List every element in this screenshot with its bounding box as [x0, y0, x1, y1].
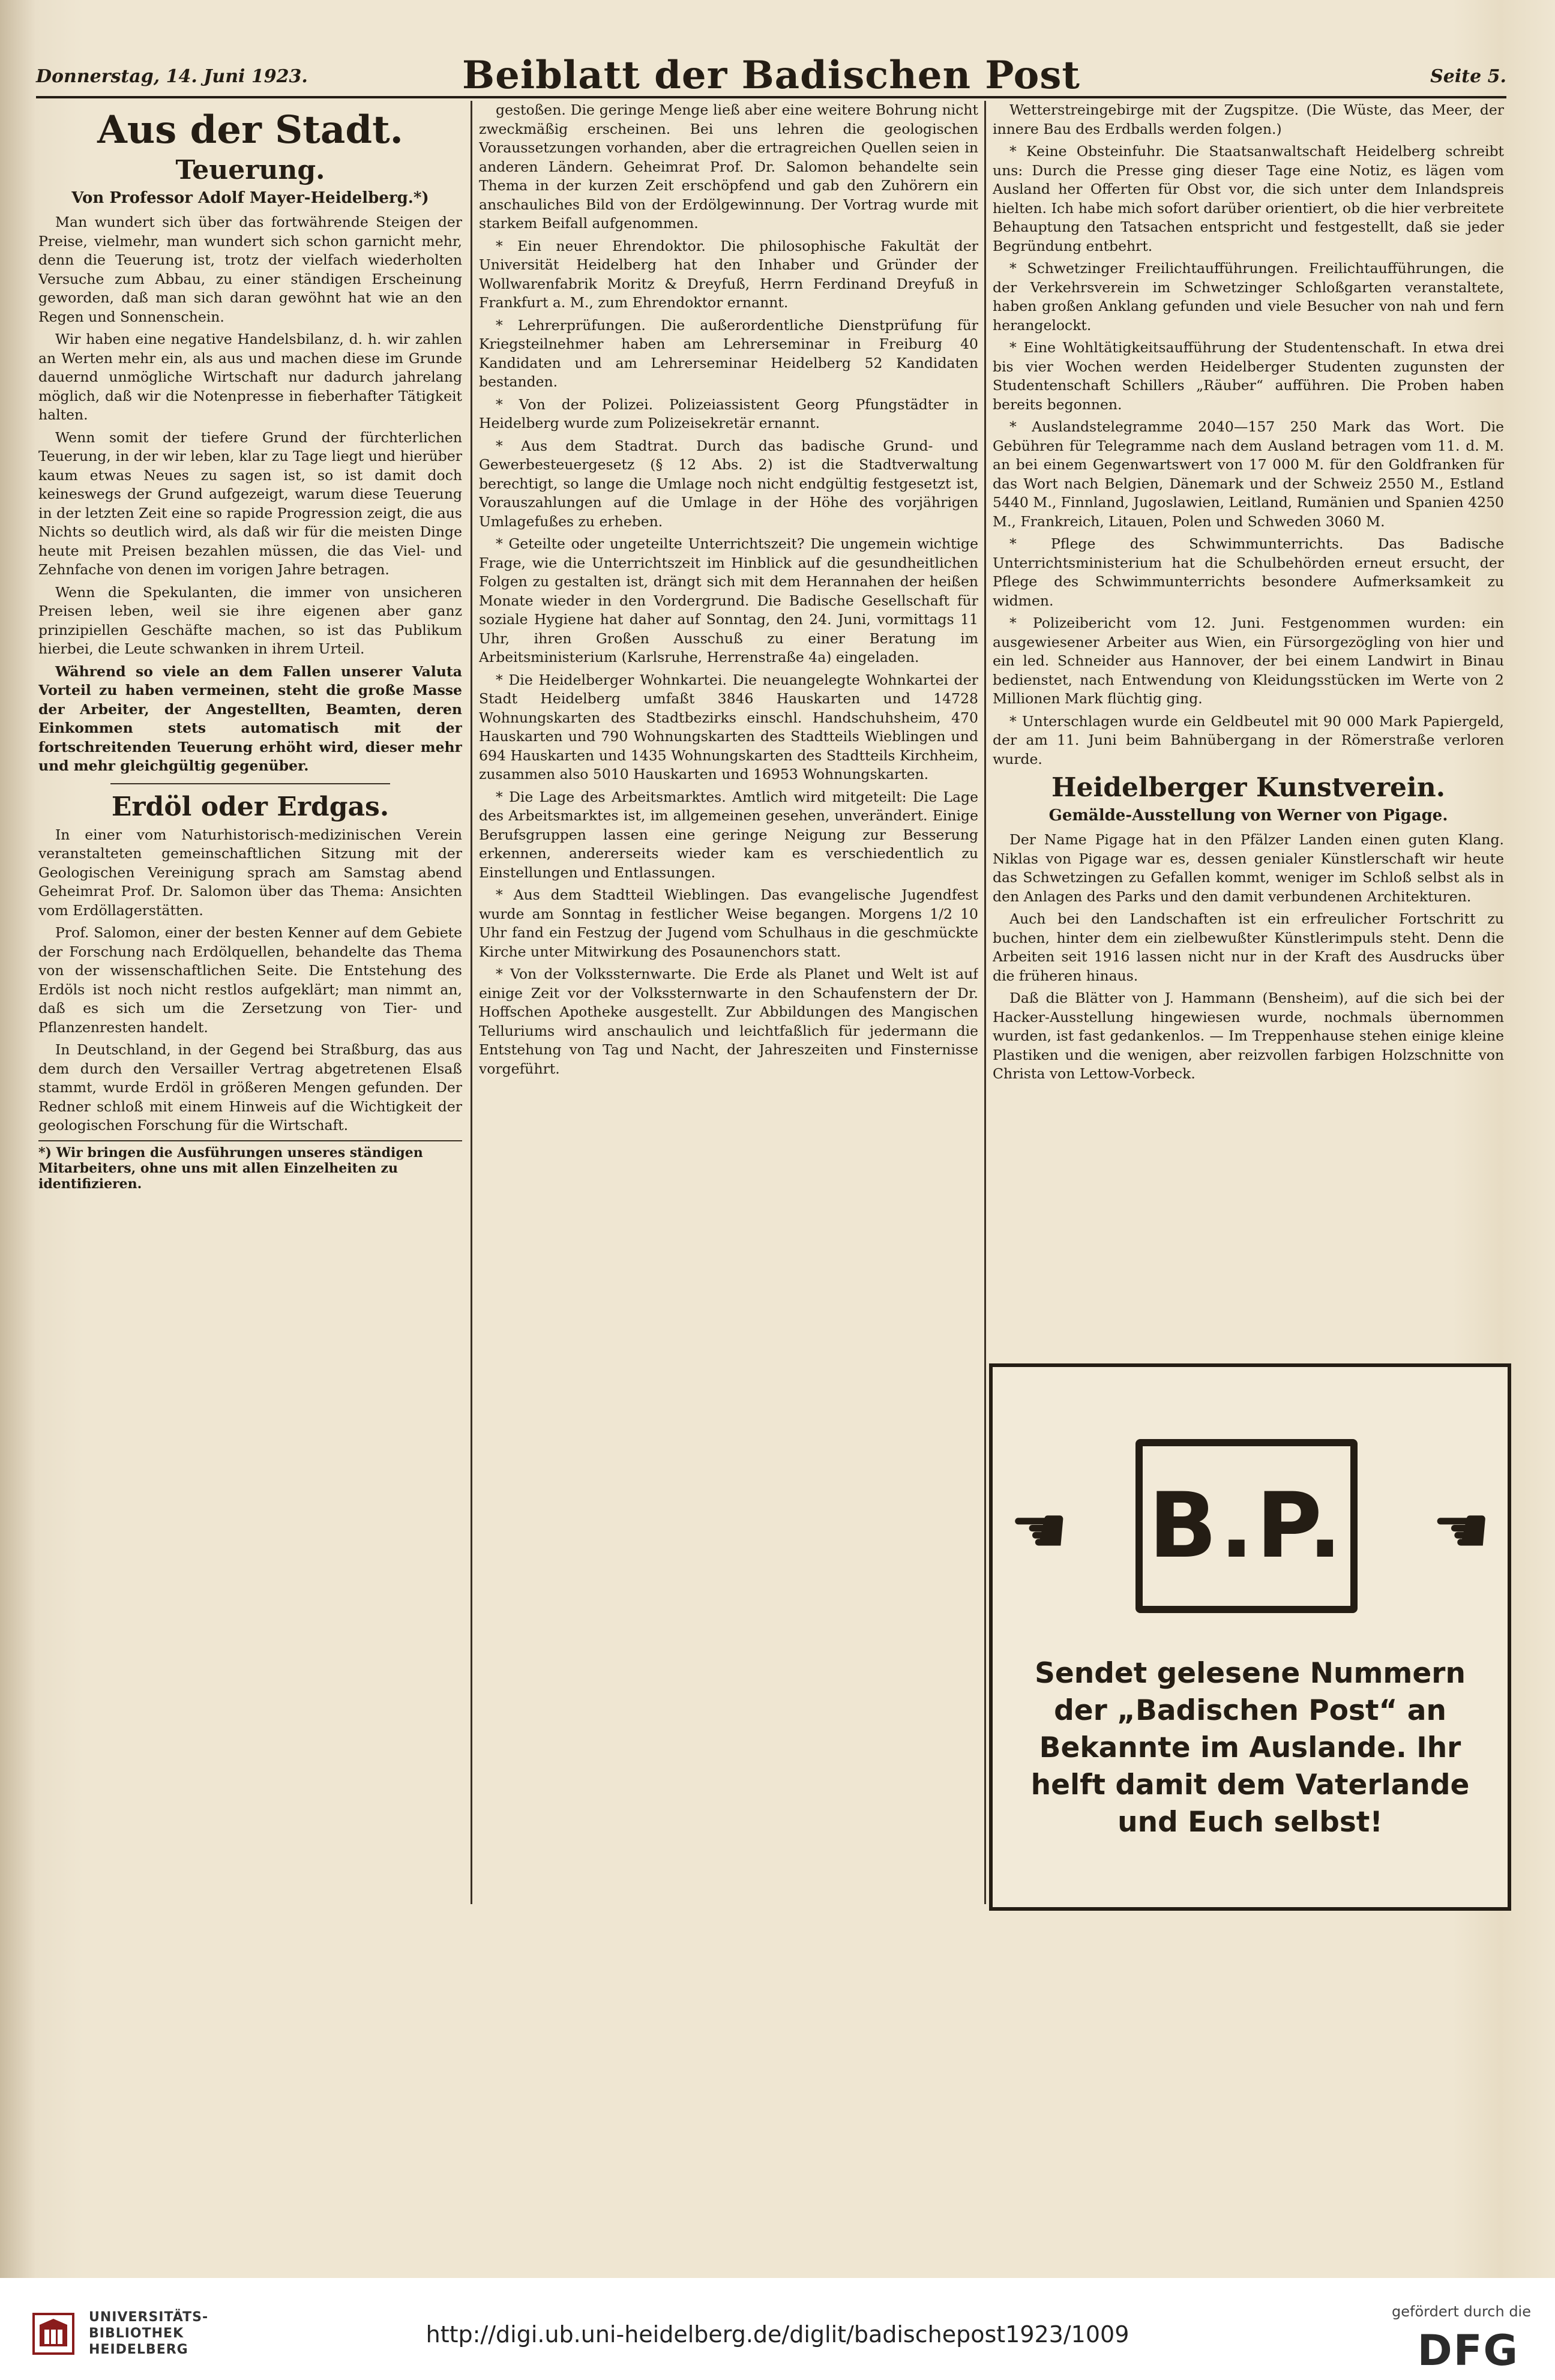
- news-item: * Lehrerprüfungen. Die außerordentliche Dienstprüfung für Kriegsteilnehmer haben am Lehrerseminar in Freiburg 40 Kandidaten und am Lehrerseminar Heidelberg 52 Kandidaten bestanden.: [479, 316, 978, 390]
- institution-line: HEIDELBERG: [89, 2342, 188, 2357]
- news-item: * Unterschlagen wurde ein Geldbeutel mit 90 000 Mark Papiergeld, der am 11. Juni beim Bahnübergang in der Römerstraße verloren wurde.: [993, 712, 1504, 768]
- article-title-kunstverein: Heidelberger Kunstverein.: [1051, 772, 1446, 803]
- article-paragraph: Daß die Blätter von J. Hammann (Bensheim), auf die sich bei der Hacker-Ausstellung hingewiesen wurde, nochmals übernommen wurden, ist fast gedankenlos. — Im Treppenhause stehen einige kleine Plastiken und die wenigen, aber reizvollen farbigen Holzschnitte von Christa von Lettow-Vorbeck.: [993, 990, 1504, 1082]
- news-item: * Die Heidelberger Wohnkartei. Die neuangelegte Wohnkartei der Stadt Heidelberg umfaßt 3846 Hauskarten und 14728 Wohnungskarten des Stadtbezirks einschl. Handschuhsheim, 470 Hauskarten und 790 Wohnungskarten des Stadtteils Wieblingen und 694 Hauskarten und 1435 Wohnungskarten des Stadtteils Kirchheim, zusammen also 5010 Hauskarten und 16953 Wohnungskarten.: [479, 671, 978, 783]
- news-item: * Polizeibericht vom 12. Juni. Festgenommen wurden: ein ausgewiesener Arbeiter aus Wien, ein Fürsorgezögling von hier und ein led. Schneider aus Hannover, der bei einem Landwirt in Binau bedienstet, nach Entwendung von Kleidungsstücken im Werte von 2 Millionen Mark flüchtig ging.: [993, 615, 1504, 707]
- news-item: Wetterstreingebirge mit der Zugspitze. (Die Wüste, das Meer, der innere Bau des Erdballs werden folgen.): [993, 101, 1504, 137]
- newspaper-title: Beiblatt der Badischen Post: [462, 53, 1080, 98]
- article-title-teuerung: Teuerung.: [175, 155, 325, 186]
- article-paragraph: Wenn die Spekulanten, die immer von unsicheren Preisen leben, weil sie ihre eigenen aber ganz prinzipiellen Geschäfte machen, so ist das Publikum hierbei, die Leute schwanken in ihrem Urteil.: [38, 583, 462, 658]
- digitization-footer: [0, 2278, 1555, 2380]
- article-subtitle: Gemälde-Ausstellung von Werner von Pigage.: [1048, 807, 1448, 825]
- institution-line: BIBLIOTHEK: [89, 2326, 184, 2341]
- article-paragraph: Wenn somit der tiefere Grund der fürchterlichen Teuerung, in der wir leben, klar zu Tage liegt und hierüber kaum etwas Neues zu sagen ist, so ist damit doch keineswegs der Grund aufgezeigt, warum diese Teuerung in der letzten Zeit eine so rapide Progression zeigt, die aus Nichts so deutlich wird, als daß wir für die meisten Dinge heute mit Preisen bezahlen müssen, die das Viel- und Zehnfache von denen im vorigen Jahre betragen.: [38, 428, 462, 578]
- news-item: * Von der Polizei. Polizeiassistent Georg Pfungstädter in Heidelberg wurde zum Polizeisekretär ernannt.: [479, 395, 978, 431]
- article-paragraph: Der Name Pigage hat in den Pfälzer Landen einen guten Klang. Niklas von Pigage war es, dessen genialer Künstlerschaft wir heute das Schwetzingen zu Gefallen kommt, weniger im Schloß selbst als in den Anlagen des Parks und den damit verbundenen Architekturen.: [993, 831, 1504, 905]
- article-paragraph: In einer vom Naturhistorisch-medizinischen Verein veranstalteten gemeinschaftlichen Sitzung mit der Geologischen Vereinigung sprach am Samstag abend Geheimrat Prof. Dr. Salomon über das Thema: Ansichten vom Erdöllagerstätten.: [38, 826, 462, 919]
- news-item: * Von der Volkssternwarte. Die Erde als Planet und Welt ist auf einige Zeit vor der Volkssternwarte in den Schaufenstern der Dr. Hoffschen Apotheke ausgestellt. Zur Abbildungen des Mangischen Telluriums wird anschaulich und leichtfaßlich für jedermann die Entstehung von Tag und Nacht, der Jahreszeiten und Finsternisse vorgeführt.: [479, 966, 978, 1077]
- institution-line: UNIVERSITÄTS-: [89, 2310, 209, 2325]
- news-item: * Pflege des Schwimmunterrichts. Das Badische Unterrichtsministerium hat die Schulbehörden erneut ersucht, der Pflege des Schwimmunterrichts besondere Aufmerksamkeit zu widmen.: [993, 535, 1504, 609]
- news-item: * Schwetzinger Freilichtaufführungen. Freilichtaufführungen, die der Verkehrsverein im Schwetzinger Schloßgarten veranstaltete, haben großen Anklang gefunden und viele Besucher von nah und fern herangelockt.: [993, 260, 1504, 334]
- news-item: * Ein neuer Ehrendoktor. Die philosophische Fakultät der Universität Heidelberg hat den Inhaber und Gründer der Wollwarenfabrik Moritz & Dreyfuß, Herrn Ferdinand Dreyfuß in Frankfurt a. M., zum Ehrendoktor ernannt.: [479, 237, 978, 311]
- ad-text: Sendet gelesene Nummern der „Badischen Post“ an Bekannte im Auslande. Ihr helft damit dem Vaterlande und Euch selbst!: [1030, 1657, 1470, 1839]
- pointing-hand-icon: ☛: [1009, 1492, 1069, 1569]
- section-title: Aus der Stadt.: [97, 107, 403, 152]
- pointing-hand-icon: ☚: [1431, 1492, 1491, 1569]
- article-paragraph: Während so viele an dem Fallen unserer Valuta Vorteil zu haben vermeinen, steht die große Masse der Arbeiter, der Angestellten, Beamten, deren Einkommen stets automatisch mit der fortschreitenden Teuerung erhöht wird, dieser mehr und mehr gleichgültig gegenüber.: [38, 663, 462, 775]
- article-paragraph: Wir haben eine negative Handelsbilanz, d. h. wir zahlen an Werten mehr ein, als aus und machen diese im Grunde dauernd unmögliche Wirtschaft nur dadurch jahrelang möglich, daß wir die Notenpresse in fieberhafter Tätigkeit halten.: [38, 331, 462, 424]
- dfg-logo: DFG: [1417, 2326, 1519, 2375]
- permalink[interactable]: http://digi.ub.uni-heidelberg.de/diglit/badischepost1923/1009: [426, 2321, 1129, 2348]
- article-paragraph: Auch bei den Landschaften ist ein erfreulicher Fortschritt zu buchen, hinter dem ein zielbewußter Künstlerimpuls steht. Denn die Arbeiten seit 1916 lassen nicht nur in der Kraft des Ausdrucks über die früheren hinaus.: [993, 910, 1504, 984]
- right-column: [993, 101, 1504, 1355]
- news-item: * Die Lage des Arbeitsmarktes. Amtlich wird mitgeteilt: Die Lage des Arbeitsmarktes ist, im allgemeinen gesehen, unverändert. Einige Berufsgruppen lassen eine geringe Neigung zur Besserung erkennen, andererseits wieder kam es verschiedentlich zu Einstellungen und Entlassungen.: [479, 788, 978, 881]
- page-number: Seite 5.: [1430, 66, 1506, 87]
- advertisement: [989, 1363, 1511, 1911]
- article-paragraph: Man wundert sich über das fortwährende Steigen der Preise, vielmehr, man wundert sich schon garnicht mehr, denn die Teuerung ist, trotz der vielfach wiederholten Versuche zum Abbau, zu einer ständigen Erscheinung geworden, daß man sich daran gewöhnt hat wie an den Regen und Sonnenschein.: [38, 214, 462, 325]
- news-item: * Aus dem Stadtteil Wieblingen. Das evangelische Jugendfest wurde am Sonntag in festlicher Weise begangen. Morgens 1/2 10 Uhr fand ein Festzug der Jugend vom Schulhaus in die geschmückte Kirche unter Mitwirkung des Posaunenchors statt.: [479, 886, 978, 960]
- news-item: * Auslandstelegramme 2040—157 250 Mark das Wort. Die Gebühren für Telegramme nach dem Ausland betragen vom 11. d. M. an bei einem Gegenwartswert von 17 000 M. für den Goldfranken für das Wort nach Belgien, Dänemark und der Schweiz 2550 M., Estland 5440 M., Finnland, Jugoslawien, Leitland, Rumänien und Spanien 4250 M., Frankreich, Litauen, Polen und Schweden 3060 M.: [993, 418, 1504, 530]
- article-paragraph: In Deutschland, in der Gegend bei Straßburg, das aus dem durch den Versailler Vertrag abgetretenen Elsaß stammt, wurde Erdöl in größeren Mengen gefunden. Der Redner schloß mit einem Hinweis auf die Wichtigkeit der geologischen Forschung für die Wirtschaft.: [38, 1041, 462, 1134]
- divider: [110, 783, 390, 784]
- news-item: gestoßen. Die geringe Menge ließ aber eine weitere Bohrung nicht zweckmäßig erscheinen. Bei uns lehren die geologischen Voraussetzungen vorhanden, aber die ertragreichen Quellen seien in anderen Ländern. Geheimrat Prof. Dr. Salomon behandelte sein Thema in der kurzen Zeit erschöpfend und gab den Zuhörern ein anschauliches Bild von der Erdölgewinnung. Der Vortrag wurde mit starkem Beifall aufgenommen.: [479, 101, 978, 232]
- article-paragraph: Prof. Salomon, einer der besten Kenner auf dem Gebiete der Forschung nach Erdölquellen, behandelte das Thema von der wissenschaftlichen Seite. Die Entstehung des Erdöls ist noch nicht restlos aufgeklärt; man nimmt an, daß es sich um die Zersetzung von Tier- und Pflanzenresten handelt.: [38, 924, 462, 1036]
- news-item: * Aus dem Stadtrat. Durch das badische Grund- und Gewerbesteuergesetz (§ 12 Abs. 2) ist die Stadtverwaltung berechtigt, so lange die Umlage noch nicht endgültig festgesetzt ist, Vorauszahlungen auf die Umlage in der Höhe des vorjährigen Umlagefußes zu erheben.: [479, 437, 978, 530]
- funded-by-label: gefördert durch die: [1392, 2303, 1531, 2320]
- issue-date: Donnerstag, 14. Juni 1923.: [36, 66, 308, 87]
- header-rule: [36, 96, 1506, 98]
- page-header: [36, 53, 1506, 98]
- news-item: * Geteilte oder ungeteilte Unterrichtszeit? Die ungemein wichtige Frage, wie die Unterrichtszeit im Hinblick auf die gesundheitlichen Folgen zu gestalten ist, drängt sich mit dem Herannahen der heißen Monate wieder in den Vordergrund. Die Badische Gesellschaft für soziale Hygiene hat daher auf Sonntag, den 24. Juni, vormittags 11 Uhr, ihren Großen Ausschuß zu einer Beratung im Arbeitsministerium (Karlsruhe, Herrenstraße 4a) eingeladen.: [479, 535, 978, 666]
- column-rule: [471, 101, 472, 1904]
- footnote: *) Wir bringen die Ausführungen unseres ständigen Mitarbeiters, ohne uns mit allen Einzelheiten zu identifizieren.: [38, 1140, 462, 1192]
- left-column: [38, 101, 462, 1904]
- column-rule: [984, 101, 986, 1904]
- news-item: * Eine Wohltätigkeitsaufführung der Studentenschaft. In etwa drei bis vier Wochen werden Heidelberger Studenten zugunsten der Studentenschaft Schillers „Räuber“ aufführen. Die Proben haben bereits begonnen.: [993, 339, 1504, 413]
- middle-column: [479, 101, 978, 1904]
- ad-logo-box: B.P.: [1135, 1439, 1358, 1613]
- news-item: * Keine Obsteinfuhr. Die Staatsanwaltschaft Heidelberg schreibt uns: Durch die Presse ging dieser Tage eine Notiz, es lägen vom Ausland her Offerten für Obst vor, die sich unter dem Inlandspreis hielten. Ich habe mich sofort darüber orientiert, ob die hier verbreitete Behauptung den Tatsachen entspricht und festgestellt, daß sie jeder Begründung entbehrt.: [993, 143, 1504, 254]
- article-byline: Von Professor Adolf Mayer-Heidelberg.*): [71, 189, 429, 208]
- article-title-erdoel: Erdöl oder Erdgas.: [111, 791, 390, 822]
